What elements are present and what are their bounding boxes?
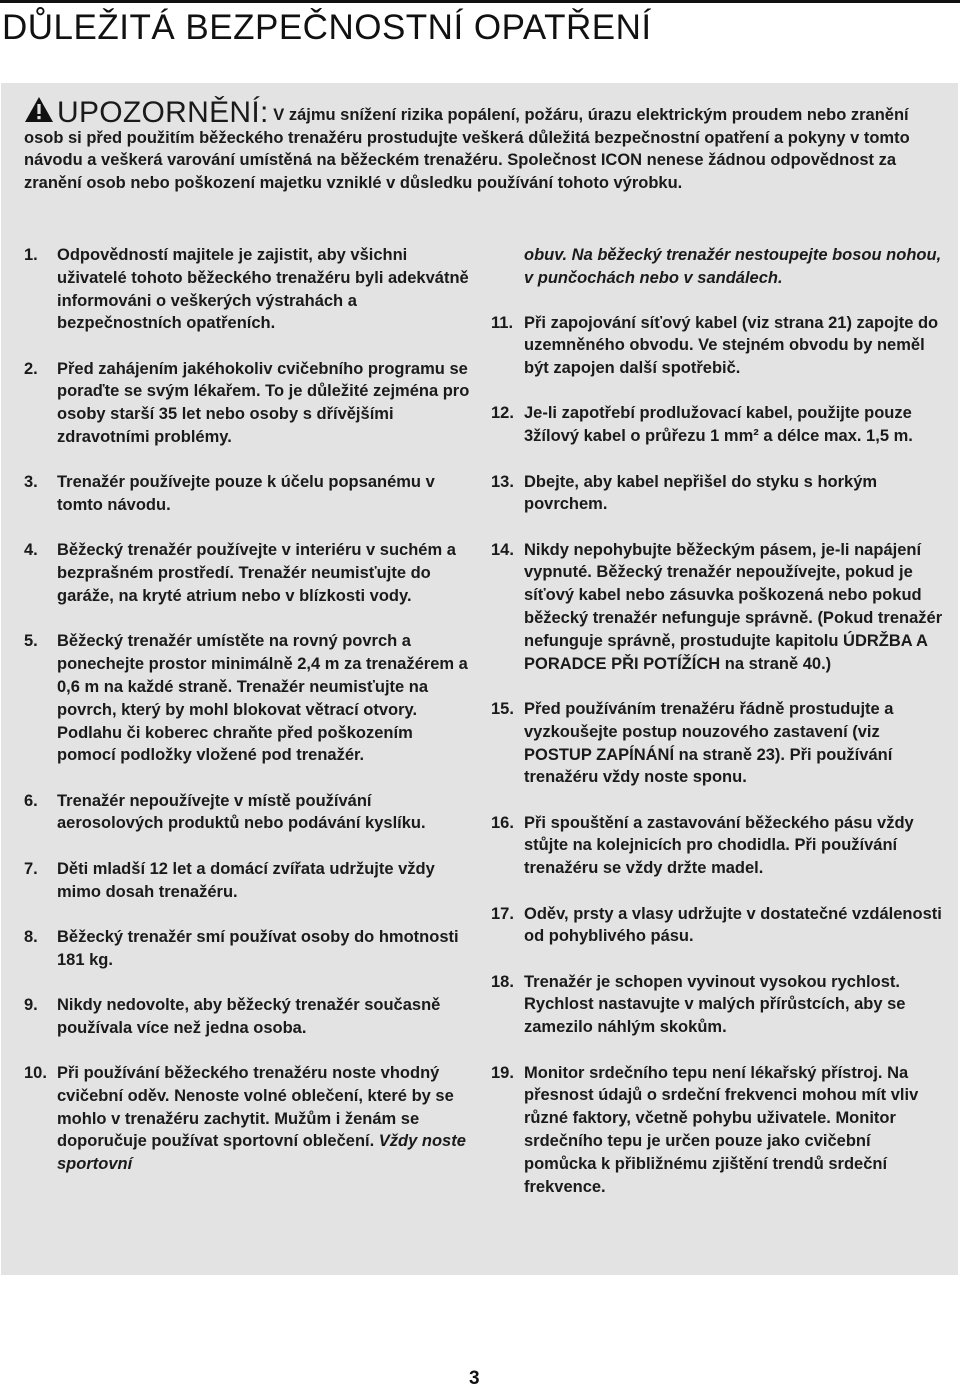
- item-number: 1.: [24, 246, 38, 264]
- item-number: 3.: [24, 473, 38, 492]
- warning-heading: UPOZORNĚNÍ:: [57, 96, 269, 129]
- warning-block: [24, 96, 936, 194]
- item-number: 17.: [491, 904, 514, 923]
- list-item: [24, 630, 472, 767]
- item-number: 18.: [491, 972, 514, 991]
- left-column: [24, 244, 472, 1199]
- right-column: [491, 244, 946, 1221]
- item-text: Odpovědností majitele je zajistit, aby všichni uživatelé tohoto běžeckého trenažéru byli adekvátně informováni o veškerých výstrahách a bezpečnostních opatřeních.: [57, 246, 469, 333]
- top-rule: [0, 0, 960, 3]
- list-item: [491, 402, 946, 448]
- list-item: [491, 312, 946, 380]
- item-text: Děti mladší 12 let a domácí zvířata udržujte vždy mimo dosah trenažéru.: [57, 859, 435, 901]
- item-text: Trenažér používejte pouze k účelu popsanému v tomto návodu.: [57, 473, 435, 515]
- list-item: [24, 926, 472, 972]
- item-number: 2.: [24, 359, 38, 378]
- item-text: Běžecký trenažér umístěte na rovný povrch a ponechejte prostor minimálně 2,4 m za trenažérem a 0,6 m na každé straně. Trenažér neumisťujte na povrch, který by mohl blokovat větrací otvory. Podlahu či koberec chraňte před poškozením pomocí podložky vložené pod trenažér.: [57, 632, 468, 765]
- list-item: [24, 358, 472, 449]
- list-item: [24, 858, 472, 904]
- item-text: Oděv, prsty a vlasy udržujte v dostatečné vzdálenosti od pohyblivého pásu.: [524, 904, 942, 946]
- list-item: [491, 539, 946, 676]
- item-text: Nikdy nepohybujte běžeckým pásem, je-li napájení vypnuté. Běžecký trenažér nepoužívejte, pokud je síťový kabel nebo zásuvka poškozená nebo pokud běžecký trenažér nefunguje správně. (Pokud trenažér nefunguje správně, prostudujte kapitolu ÚDRŽBA A PORADCE PŘI POTÍŽÍCH na straně 40.): [524, 540, 943, 673]
- list-item: [491, 812, 946, 880]
- warning-triangle-icon: [24, 96, 54, 123]
- page-title: DŮLEŽITÁ BEZPEČNOSTNÍ OPATŘENÍ: [2, 8, 652, 47]
- item-text: Při používání běžeckého trenažéru noste vhodný cvičební oděv. Nenoste volné oblečení, které by se mohlo v trenažéru zachytit. Mužům i ženám se doporučuje používat sportovní oblečení.: [57, 1064, 454, 1151]
- list-item: [491, 971, 946, 1039]
- item-number: 6.: [24, 791, 38, 810]
- item-number: 16.: [491, 813, 514, 832]
- warning-text: V zájmu snížení rizika popálení, požáru, úrazu elektrickým proudem nebo zranění osob si před použitím běžeckého trenažéru prostudujte veškerá důležitá bezpečnostní opatření a pokyny v tomto návodu a veškerá varování umístěná na běžeckém trenažéru. Společnost ICON nenese žádnou odpovědnost za zranění osob nebo poškození majetku vzniklé v důsledku používání tohoto výrobku.: [24, 106, 910, 192]
- list-item: [24, 539, 472, 607]
- list-item: [24, 790, 472, 836]
- page-number: 3: [469, 1368, 480, 1389]
- item-number: 15.: [491, 699, 514, 718]
- item-number: 19.: [491, 1063, 514, 1082]
- item-number: 10.: [24, 1064, 47, 1083]
- item-number: 14.: [491, 540, 514, 559]
- continuation-text: obuv. Na běžecký trenažér nestoupejte bosou nohou, v punčochách nebo v sandálech.: [524, 246, 942, 287]
- list-item: [24, 994, 472, 1040]
- list-item: [24, 471, 472, 517]
- item-text: Monitor srdečního tepu není lékařský přístroj. Na přesnost údajů o srdeční frekvenci mohou mít vliv různé faktory, včetně pohybu uživatele. Monitor srdečního tepu je určen pouze jako cvičební pomůcka k přibližnému zjištění trendů srdeční frekvence.: [524, 1063, 919, 1196]
- item-number: 4.: [24, 541, 38, 560]
- item-number: 13.: [491, 472, 514, 491]
- item-number: 5.: [24, 632, 38, 651]
- item-text-italic: Vždy noste sportovní: [57, 1132, 466, 1174]
- item-text: Před používáním trenažéru řádně prostudujte a vyzkoušejte postup nouzového zastavení (viz POSTUP ZAPÍNÁNÍ na straně 23). Při používání trenažéru vždy noste sponu.: [524, 699, 894, 787]
- list-item: [24, 244, 472, 335]
- item-number: 7.: [24, 859, 38, 878]
- item-text: Před zahájením jakéhokoliv cvičebního programu se poraďte se svým lékařem. To je důležité zejména pro osoby starší 35 let nebo osoby s dřívějšími zdravotními problémy.: [57, 359, 470, 447]
- item-text: Trenažér nepoužívejte v místě používání aerosolových produktů nebo podávání kyslíku.: [57, 791, 426, 833]
- item-text: Trenažér je schopen vyvinout vysokou rychlost. Rychlost nastavujte v malých přírůstcích, aby se zamezilo náhlým skokům.: [524, 972, 906, 1037]
- item-number: 11.: [491, 313, 514, 332]
- item-text: Dbejte, aby kabel nepřišel do styku s horkým povrchem.: [524, 472, 878, 514]
- item-number: 12.: [491, 404, 514, 423]
- list-item: [491, 698, 946, 789]
- item-text: Nikdy nedovolte, aby běžecký trenažér současně používala více než jedna osoba.: [57, 995, 441, 1037]
- item-text: Při zapojování síťový kabel (viz strana 21) zapojte do uzemněného obvodu. Ve stejném obvodu by neměl být zapojen další spotřebič.: [524, 313, 939, 378]
- list-item: [491, 903, 946, 949]
- list-item: [24, 1062, 472, 1176]
- item-text: Je-li zapotřebí prodlužovací kabel, použijte pouze 3žílový kabel o průřezu 1 mm² a délce max. 1,5 m.: [524, 404, 913, 446]
- item-text: Při spouštění a zastavování běžeckého pásu vždy stůjte na kolejnicích pro chodidla. Při používání trenažéru se vždy držte madel.: [524, 813, 914, 878]
- item-text: Běžecký trenažér používejte v interiéru v suchém a bezprašném prostředí. Trenažér neumisťujte do garáže, na kryté atrium nebo v blízkosti vody.: [57, 541, 456, 606]
- list-item: [491, 471, 946, 517]
- list-item: [491, 1062, 946, 1199]
- item-number: 9.: [24, 995, 38, 1014]
- item-text: Běžecký trenažér smí používat osoby do hmotnosti 181 kg.: [57, 927, 459, 969]
- item-number: 8.: [24, 927, 38, 946]
